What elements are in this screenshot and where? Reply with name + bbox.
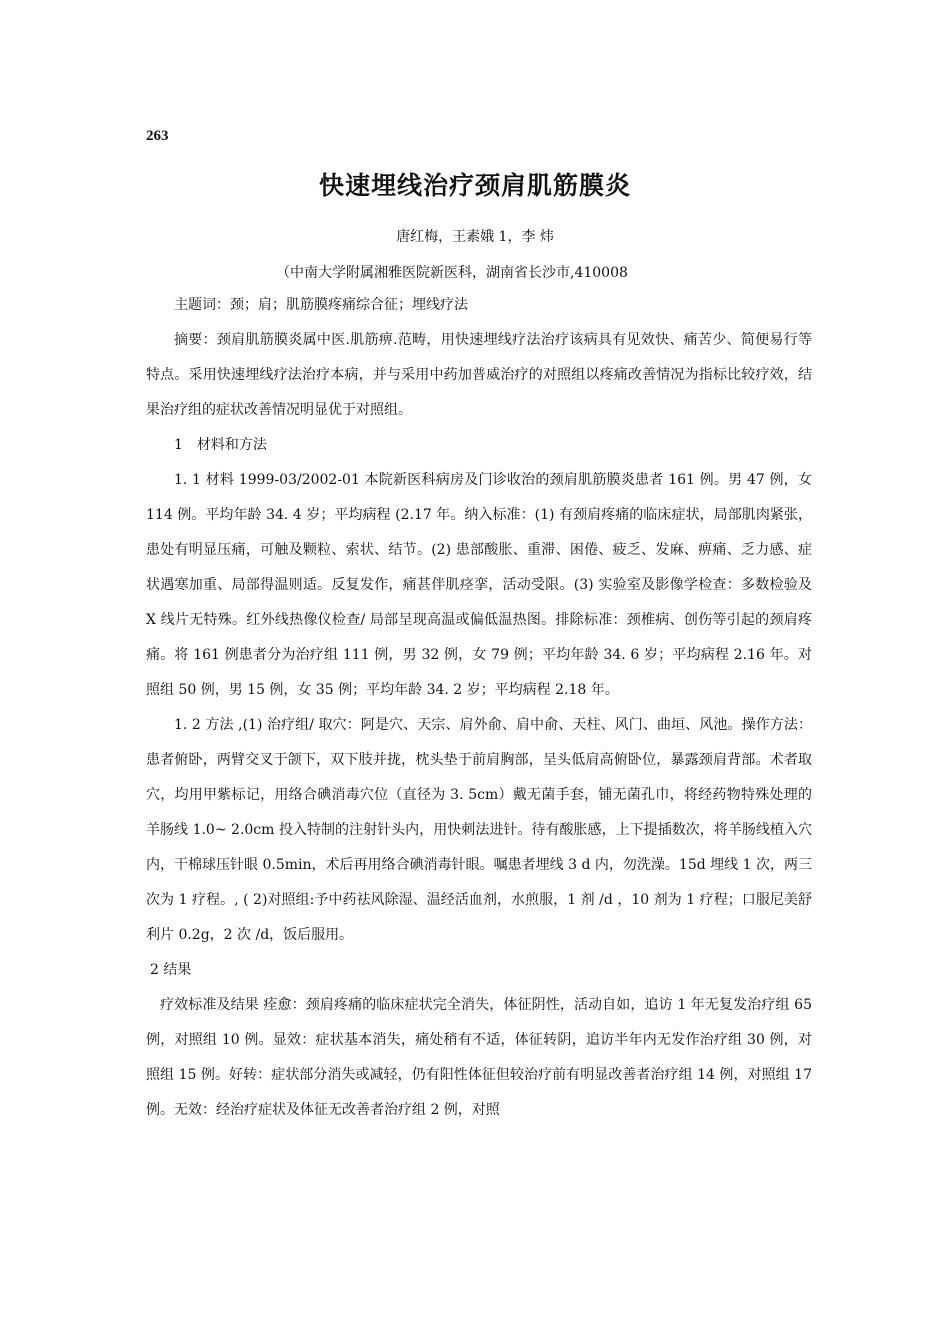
article-title: 快速埋线治疗颈肩肌筋膜炎 (318, 171, 631, 200)
affiliation: （中南大学附属湘雅医院新医科，湖南省长沙市,410008 (276, 265, 628, 281)
section-heading-results: 2 结果 (150, 962, 192, 978)
abstract: 摘要：颈肩肌筋膜炎属中医.肌筋痹.范畴，用快速埋线疗法治疗该病具有见效快、痛苦少、简便易行等特点。采用快速埋线疗法治疗本病，并与采用中药加普威治疗的对照组以疼痛改善情况为指标比较疗效，结果治疗组的症状改善情况明显优于对照组。 (146, 332, 812, 418)
section-heading-methods: 1 材料和方法 (174, 437, 267, 453)
paragraph-methods: 1. 2 方法 ,(1) 治疗组/ 取穴：阿是穴、天宗、肩外俞、肩中俞、天柱、风门、曲垣、风池。操作方法：患者俯卧，两臂交叉于颌下，双下肢并拢，枕头垫于前肩胸部，呈头低肩高俯卧位，暴露颈肩背部。术者取穴，均用甲紫标记，用络合碘消毒穴位（直径为 3. 5cm）戴无菌手套，铺无菌孔巾，将经药物特殊处理的羊肠线 1.0~ 2.0cm 投入特制的注射针头内，用快刺法进针。待有酸胀感，上下提插数次，将羊肠线植入穴内，干棉球压针眼 0.5min，术后再用络合碘消毒针眼。嘱患者埋线 3 d 内，勿洗澡。15d 埋线 1 次，两三次为 1 疗程。, ( 2)对照组:予中药祛风除湿、温经活血剂，水煎服，1 剂 /d ，10 剂为 1 疗程；口服尼美舒利片 0.2g，2 次 /d，饭后服用。 (146, 717, 812, 943)
paragraph-results: 疗效标准及结果 痊愈：颈肩疼痛的临床症状完全消失，体征阴性，活动自如，追访 1 年无复发治疗组 65 例，对照组 10 例。显效：症状基本消失，痛处稍有不适，体征转阴，追访半年内无发作治疗组 30 例，对照组 15 例。好转：症状部分消失或减轻，仍有阳性体征但较治疗前有明显改善者治疗组 14 例，对照组 17 例。无效：经治疗症状及体征无改善者治疗组 2 例，对照 (146, 997, 812, 1118)
author-list: 唐红梅，王素娥 1，李 炜 (396, 229, 554, 245)
article-body (146, 288, 812, 1128)
keywords: 主题词：颈；肩；肌筋膜疼痛综合征；埋线疗法 (174, 297, 468, 313)
paragraph-materials: 1. 1 材料 1999-03/2002-01 本院新医科病房及门诊收治的颈肩肌筋膜炎患者 161 例。男 47 例，女 114 例。平均年龄 34. 4 岁；平均病程 (2.17 年。纳入标准：(1) 有颈肩疼痛的临床症状，局部肌肉紧张，患处有明显压痛，可触及颗粒、索状、结节。(2) 患部酸胀、重滞、困倦、疲乏、发麻、痹痛、乏力感、症状遇寒加重、局部得温则适。反复发作，痛甚伴肌痉挛，活动受限。(3) 实验室及影像学检查：多数检验及 X 线片无特殊。红外线热像仪检查/ 局部呈现高温或偏低温热图。排除标准：颈椎病、创伤等引起的颈肩疼痛。将 161 例患者分为治疗组 111 例，男 32 例，女 79 例；平均年龄 34. 6 岁；平均病程 2.16 年。对照组 50 例，男 15 例，女 35 例；平均年龄 34. 2 岁；平均病程 2.18 年。 (146, 472, 812, 698)
page-number: 263 (146, 128, 169, 144)
